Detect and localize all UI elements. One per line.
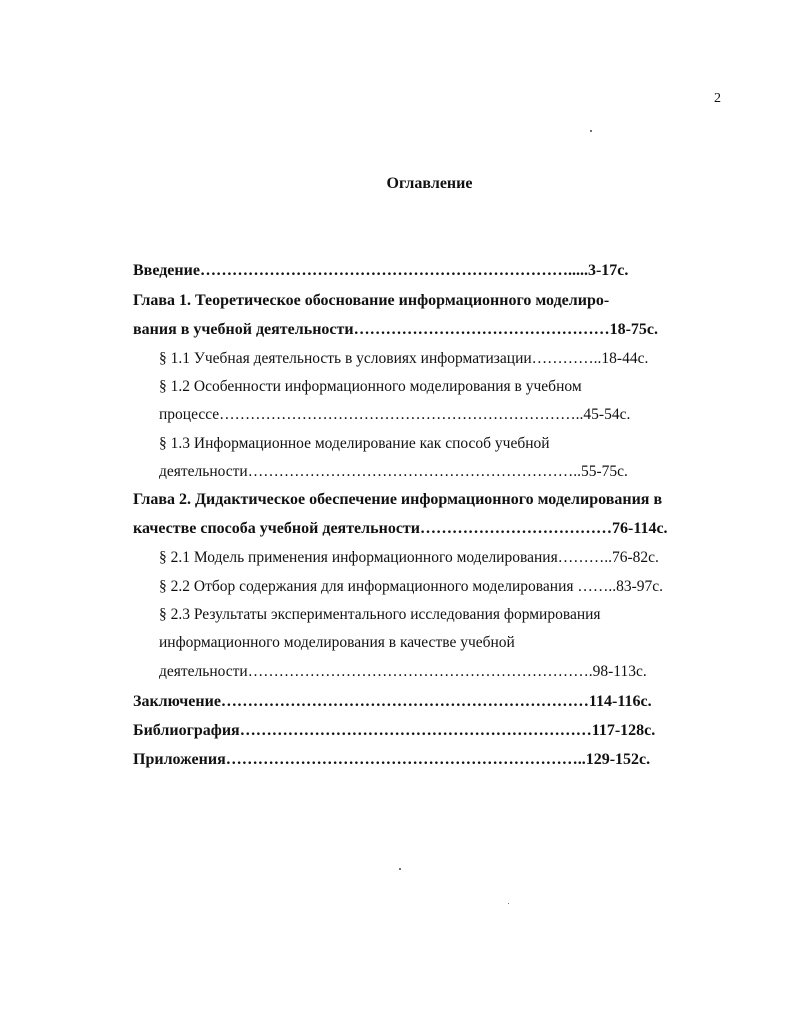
toc-section-2-3-cont: информационного моделирования в качестве учебной xyxy=(159,634,515,651)
toc-section-2-3-cont2: деятельности………………………………………………………….98-113с. xyxy=(159,663,647,680)
toc-chapter-2: Глава 2. Дидактическое обеспечение информационного моделирования в xyxy=(133,491,663,508)
toc-intro: Введение…………………………………………………………….....3-17с. xyxy=(133,262,629,279)
toc-conclusion: Заключение……………………………………………………………114-116с. xyxy=(133,693,652,710)
toc-section-2-1: § 2.1 Модель применения информационного моделирования………..76-82с. xyxy=(159,549,659,566)
scan-speck xyxy=(590,130,592,132)
toc-section-1-3: § 1.3 Информационное моделирование как способ учебной xyxy=(159,435,550,452)
toc-section-2-3: § 2.3 Результаты экспериментального исследования формирования xyxy=(159,606,601,623)
toc-section-1-1: § 1.1 Учебная деятельность в условиях информатизации…………..18-44с. xyxy=(159,350,649,367)
page-title: Оглавление xyxy=(386,175,473,192)
toc-appendices: Приложения…………………………………………………………..129-152с. xyxy=(133,751,651,768)
page-number: 2 xyxy=(714,91,721,106)
toc-chapter-1-cont: вания в учебной деятельности…………………………………………18-75с. xyxy=(133,321,659,338)
toc-bibliography: Библиография…………………………………………………………117-128с. xyxy=(133,722,656,739)
toc-section-1-2-cont: процессе……………………………………………………………..45-54с. xyxy=(159,406,631,423)
toc-section-1-2: § 1.2 Особенности информационного моделирования в учебном xyxy=(159,378,582,395)
toc-chapter-2-cont: качестве способа учебной деятельности………………………………76-114с. xyxy=(133,520,668,537)
toc-chapter-1: Глава 1. Теоретическое обоснование информационного моделиро- xyxy=(133,292,610,309)
scan-speck xyxy=(508,903,509,904)
toc-section-2-2: § 2.2 Отбор содержания для информационного моделирования ……..83-97с. xyxy=(159,578,664,595)
toc-section-1-3-cont: деятельности………………………………………………………..55-75с. xyxy=(159,463,628,480)
scan-speck xyxy=(399,868,401,870)
